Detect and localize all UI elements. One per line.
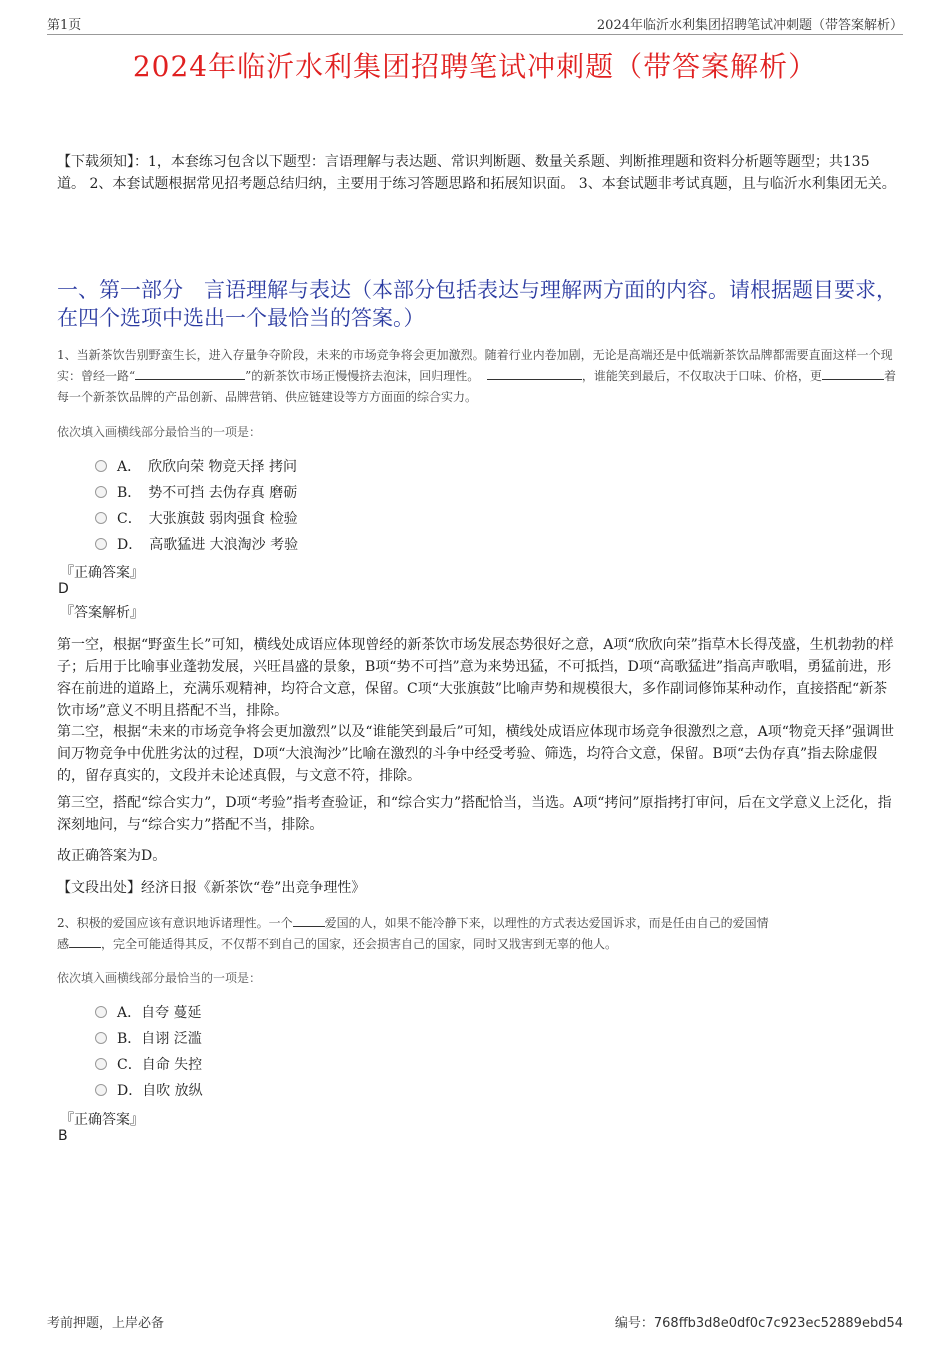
radio-icon[interactable] <box>95 538 107 550</box>
section-title: 一、第一部分 言语理解与表达（本部分包括表达与理解两方面的内容。请根据题目要求，在四个选项中选出一个最恰当的答案。） <box>57 278 897 330</box>
blank-2 <box>69 935 101 948</box>
radio-icon[interactable] <box>95 486 107 498</box>
question-2-stem: 2、积极的爱国应该有意识地诉诸理性。一个 爱国的人，如果不能冷静下来，以理性的方式表达爱国诉求，而是任由自己的爱国情 感 ，完全可能适得其反，不仅帮不到自己的国家，还会损害自己的国家，同时又戕害到无辜的他人。 <box>57 916 769 951</box>
option-a[interactable]: A． 欣欣向荣 物竞天择 拷问 <box>95 453 298 479</box>
blank-1 <box>135 367 245 380</box>
source-citation: 【文段出处】经济日报《新茶饮“卷”出竞争理性》 <box>57 880 366 896</box>
page-number: 第1页 <box>47 18 82 33</box>
header-doc-title: 2024年临沂水利集团招聘笔试冲刺题（带答案解析） <box>596 18 903 33</box>
page-footer <box>47 1312 903 1331</box>
radio-icon[interactable] <box>95 1084 107 1096</box>
footer-slogan: 考前押题，上岸必备 <box>47 1316 165 1331</box>
analysis-paragraph: 第三空，搭配“综合实力”，D项“考验”指考查验证，和“综合实力”搭配恰当，当选。A项“拷问”原指拷打审问，后在文学意义上泛化，指深刻地问，与“综合实力”搭配不当，排除。 <box>57 795 892 833</box>
question-1-stem: 1、当新茶饮告别野蛮生长，进入存量争夺阶段，未来的市场竞争将会更加激烈。随着行业内卷加剧，无论是高端还是中低端新茶饮品牌都需要直面这样一个现实：曾经一路“ ”的新茶饮市场正慢慢挤去泡沫，回归理性。 ，谁能笑到最后，不仅取决于口味、价格，更 着每一个新茶饮品牌的产品创新、品牌营销、供应链建设等方方面面的综合实力。 <box>57 348 896 404</box>
radio-icon[interactable] <box>95 460 107 472</box>
page-header <box>47 14 903 35</box>
blank-2 <box>487 367 582 380</box>
radio-icon[interactable] <box>95 1058 107 1070</box>
option-d[interactable]: D． 高歌猛进 大浪淘沙 考验 <box>95 531 298 557</box>
option-b[interactable]: B． 势不可挡 去伪存真 磨砺 <box>95 479 298 505</box>
correct-answer: B <box>58 1128 68 1144</box>
document-code: 编号：768ffb3d8e0df0c7c923ec52889ebd54 <box>614 1316 903 1331</box>
question-1-options <box>95 453 298 557</box>
correct-answer: D <box>58 581 69 597</box>
option-c[interactable]: C．自命 失控 <box>95 1051 203 1077</box>
document-title: 2024年临沂水利集团招聘笔试冲刺题（带答案解析） <box>132 50 818 83</box>
analysis-label: 『答案解析』 <box>60 605 144 621</box>
analysis-paragraph: 第二空，根据“未来的市场竞争将会更加激烈”以及“谁能笑到最后”可知，横线处成语应体现市场竞争很激烈之意，A项“物竞天择”强调世间万物竞争中优胜劣汰的过程，D项“大浪淘沙”比喻在激烈的斗争中经受考验、筛选，均符合文意，保留。B项“去伪存真”指去除虚假的，留存真实的，文段并未论述真假，与文意不符，排除。 <box>57 724 895 784</box>
option-b[interactable]: B．自诩 泛滥 <box>95 1025 203 1051</box>
download-notice: 【下载须知】：1，本套练习包含以下题型：言语理解与表达题、常识判断题、数量关系题、判断推理题和资料分析题等题型；共135道。 2、本套试题根据常见招考题总结归纳，主要用于练习答题思路和拓展知识面。 3、本套试题非考试真题，且与临沂水利集团无关。 <box>57 154 896 192</box>
option-a[interactable]: A．自夸 蔓延 <box>95 999 203 1025</box>
answer-label: 『正确答案』 <box>60 565 144 581</box>
option-c[interactable]: C． 大张旗鼓 弱肉强食 检验 <box>95 505 298 531</box>
answer-label: 『正确答案』 <box>60 1112 144 1128</box>
blank-3 <box>822 367 884 380</box>
question-1-prompt: 依次填入画横线部分最恰当的一项是： <box>57 425 262 439</box>
analysis-paragraph: 第一空，根据“野蛮生长”可知，横线处成语应体现曾经的新茶饮市场发展态势很好之意，A项“欣欣向荣”指草木长得茂盛，生机勃勃的样子；后用于比喻事业蓬勃发展，兴旺昌盛的景象，B项“势不可挡”意为来势迅猛，不可抵挡，D项“高歌猛进”指高声歌唱，勇猛前进，形容在前进的道路上，充满乐观精神，均符合文意，保留。C项“大张旗鼓”比喻声势和规模很大，多作副词修饰某种动作，直接搭配“新茶饮市场”意义不明且搭配不当，排除。 <box>57 637 894 719</box>
question-2-prompt: 依次填入画横线部分最恰当的一项是： <box>57 971 262 985</box>
blank-1 <box>293 914 325 927</box>
analysis-conclusion: 故正确答案为D。 <box>57 848 167 864</box>
option-d[interactable]: D．自吹 放纵 <box>95 1077 203 1103</box>
radio-icon[interactable] <box>95 512 107 524</box>
question-2-options <box>95 999 203 1103</box>
radio-icon[interactable] <box>95 1006 107 1018</box>
radio-icon[interactable] <box>95 1032 107 1044</box>
